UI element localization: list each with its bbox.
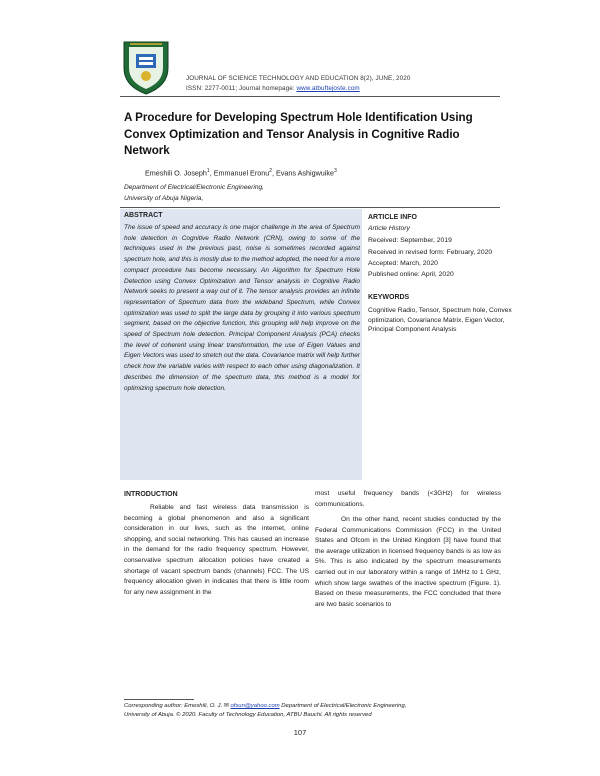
revised-date: Received in revised form: February, 2020	[368, 249, 493, 256]
author-email-link[interactable]: ofsun@yahoo.com	[230, 703, 280, 709]
introduction-paragraph-1: Reliable and fast wireless data transmission is becoming a global phenomenon and also a significant consideration in our lives, such as the internet, online shopping, and social networking. This has caused an increase in the demand for the radio frequency spectrum. However, conservative spectrum allocation policies have created a shortage of vacant spectrum bands (channels) FCC. The US frequency allocation given in indicates that there is little room for any new assignment in the	[124, 504, 309, 596]
author-list: Emeshili O. Joseph$^1$, Emmanuel Eronu$^2$, Evans Ashigwuike$^3$	[145, 168, 337, 178]
keywords-list: Cognitive Radio, Tensor, Spectrum hole, Convex optimization, Covariance Matrix, Eigen Vector, Principal Component Analysis	[368, 307, 512, 334]
article-info-heading: ARTICLE INFO	[368, 214, 417, 221]
journal-logo	[120, 38, 172, 96]
section-rule	[120, 207, 500, 208]
abstract-text: The issue of speed and accuracy is one major challenge in the area of Spectrum hole detection in Cognitive Radio Network (CRN), owing to some of the techniques used in the previous past, noise is sometimes recorded against spectrum hole, and this is mostly due to the method adopted, the need for a more compact procedure has become necessary. An Algorithm for Spectrum Hole Detection using Convex Optimization and Tensor analysis in Cognitive Radio Network seeks to present a way out of it. The tensor analysis provides an infinite representation of Spectrum data from the wideband Spectrum, while Convex optimization was used to split the large data by grouping it into various spectrum segment, based on the objective function, this grouping will help improve on the speed of Spectrum hole detection. Principal Component Analysis (PCA) checks the level of coherent using linear transformation, the use of Eigen Values and Eigen Vectors was used to stretch out the data. Covariance matrix will help further check how the variable varies with respect to each other using diagonalization. It describes the dimension of the spectrum data, this method is a model for optimizing spectrum hole detection.	[124, 224, 360, 392]
journal-citation: JOURNAL OF SCIENCE TECHNOLOGY AND EDUCATION 8(2), JUNE, 2020	[186, 75, 411, 82]
page-number: 107	[293, 728, 307, 737]
introduction-paragraph-2: On the other hand, recent studies conducted by the Federal Communications Commission (FCC) in the United States and Ofcom in the United Kingdom [3] have found that the average utilization in licensed frequency bands is as low as 5%. This is also indicated by the spectrum measurements carried out in our laboratory within a range of 1MHz to 1 GHz, which show large swathes of the inactive spectrum (Figure. 1). Based on these measurements, the FCC concluded that there are two basic scenarios to	[315, 516, 501, 608]
homepage-link[interactable]: www.atbuftejoste.com	[296, 85, 360, 92]
keywords-heading: KEYWORDS	[368, 294, 410, 301]
published-date: Published online: April, 2020	[368, 271, 454, 278]
affiliation-department: Department of Electrical/Electronic Engineering,	[124, 184, 265, 191]
issn-line: ISSN: 2277-0011; Journal homepage: www.atbuftejoste.com	[186, 85, 360, 92]
introduction-paragraph-1-continued: most useful frequency bands (<3GHz) for wireless communications.	[315, 490, 501, 508]
introduction-heading: INTRODUCTION	[124, 491, 178, 498]
abstract-heading: ABSTRACT	[124, 212, 163, 219]
article-history-label: Article History	[368, 225, 410, 232]
accepted-date: Accepted: March, 2020	[368, 260, 438, 267]
footnote-rule	[124, 699, 194, 700]
header-rule	[120, 96, 500, 97]
paper-title: A Procedure for Developing Spectrum Hole Identification Using Convex Optimization and Tensor Analysis in Cognitive Radio Network	[124, 111, 473, 157]
affiliation-university: University of Abuja Nigeria,	[124, 195, 204, 202]
corresponding-author-footnote: Corresponding author: Emeshili, O. J. ✉ ofsun@yahoo.com Department of Electrical/Electronic Engineering, University of Abuja. © 2020. Faculty of Technology Education, ATBU Bauchi. All rights reserved	[124, 703, 407, 718]
mail-icon: ✉	[223, 703, 231, 709]
received-date: Received: September, 2019	[368, 237, 452, 244]
